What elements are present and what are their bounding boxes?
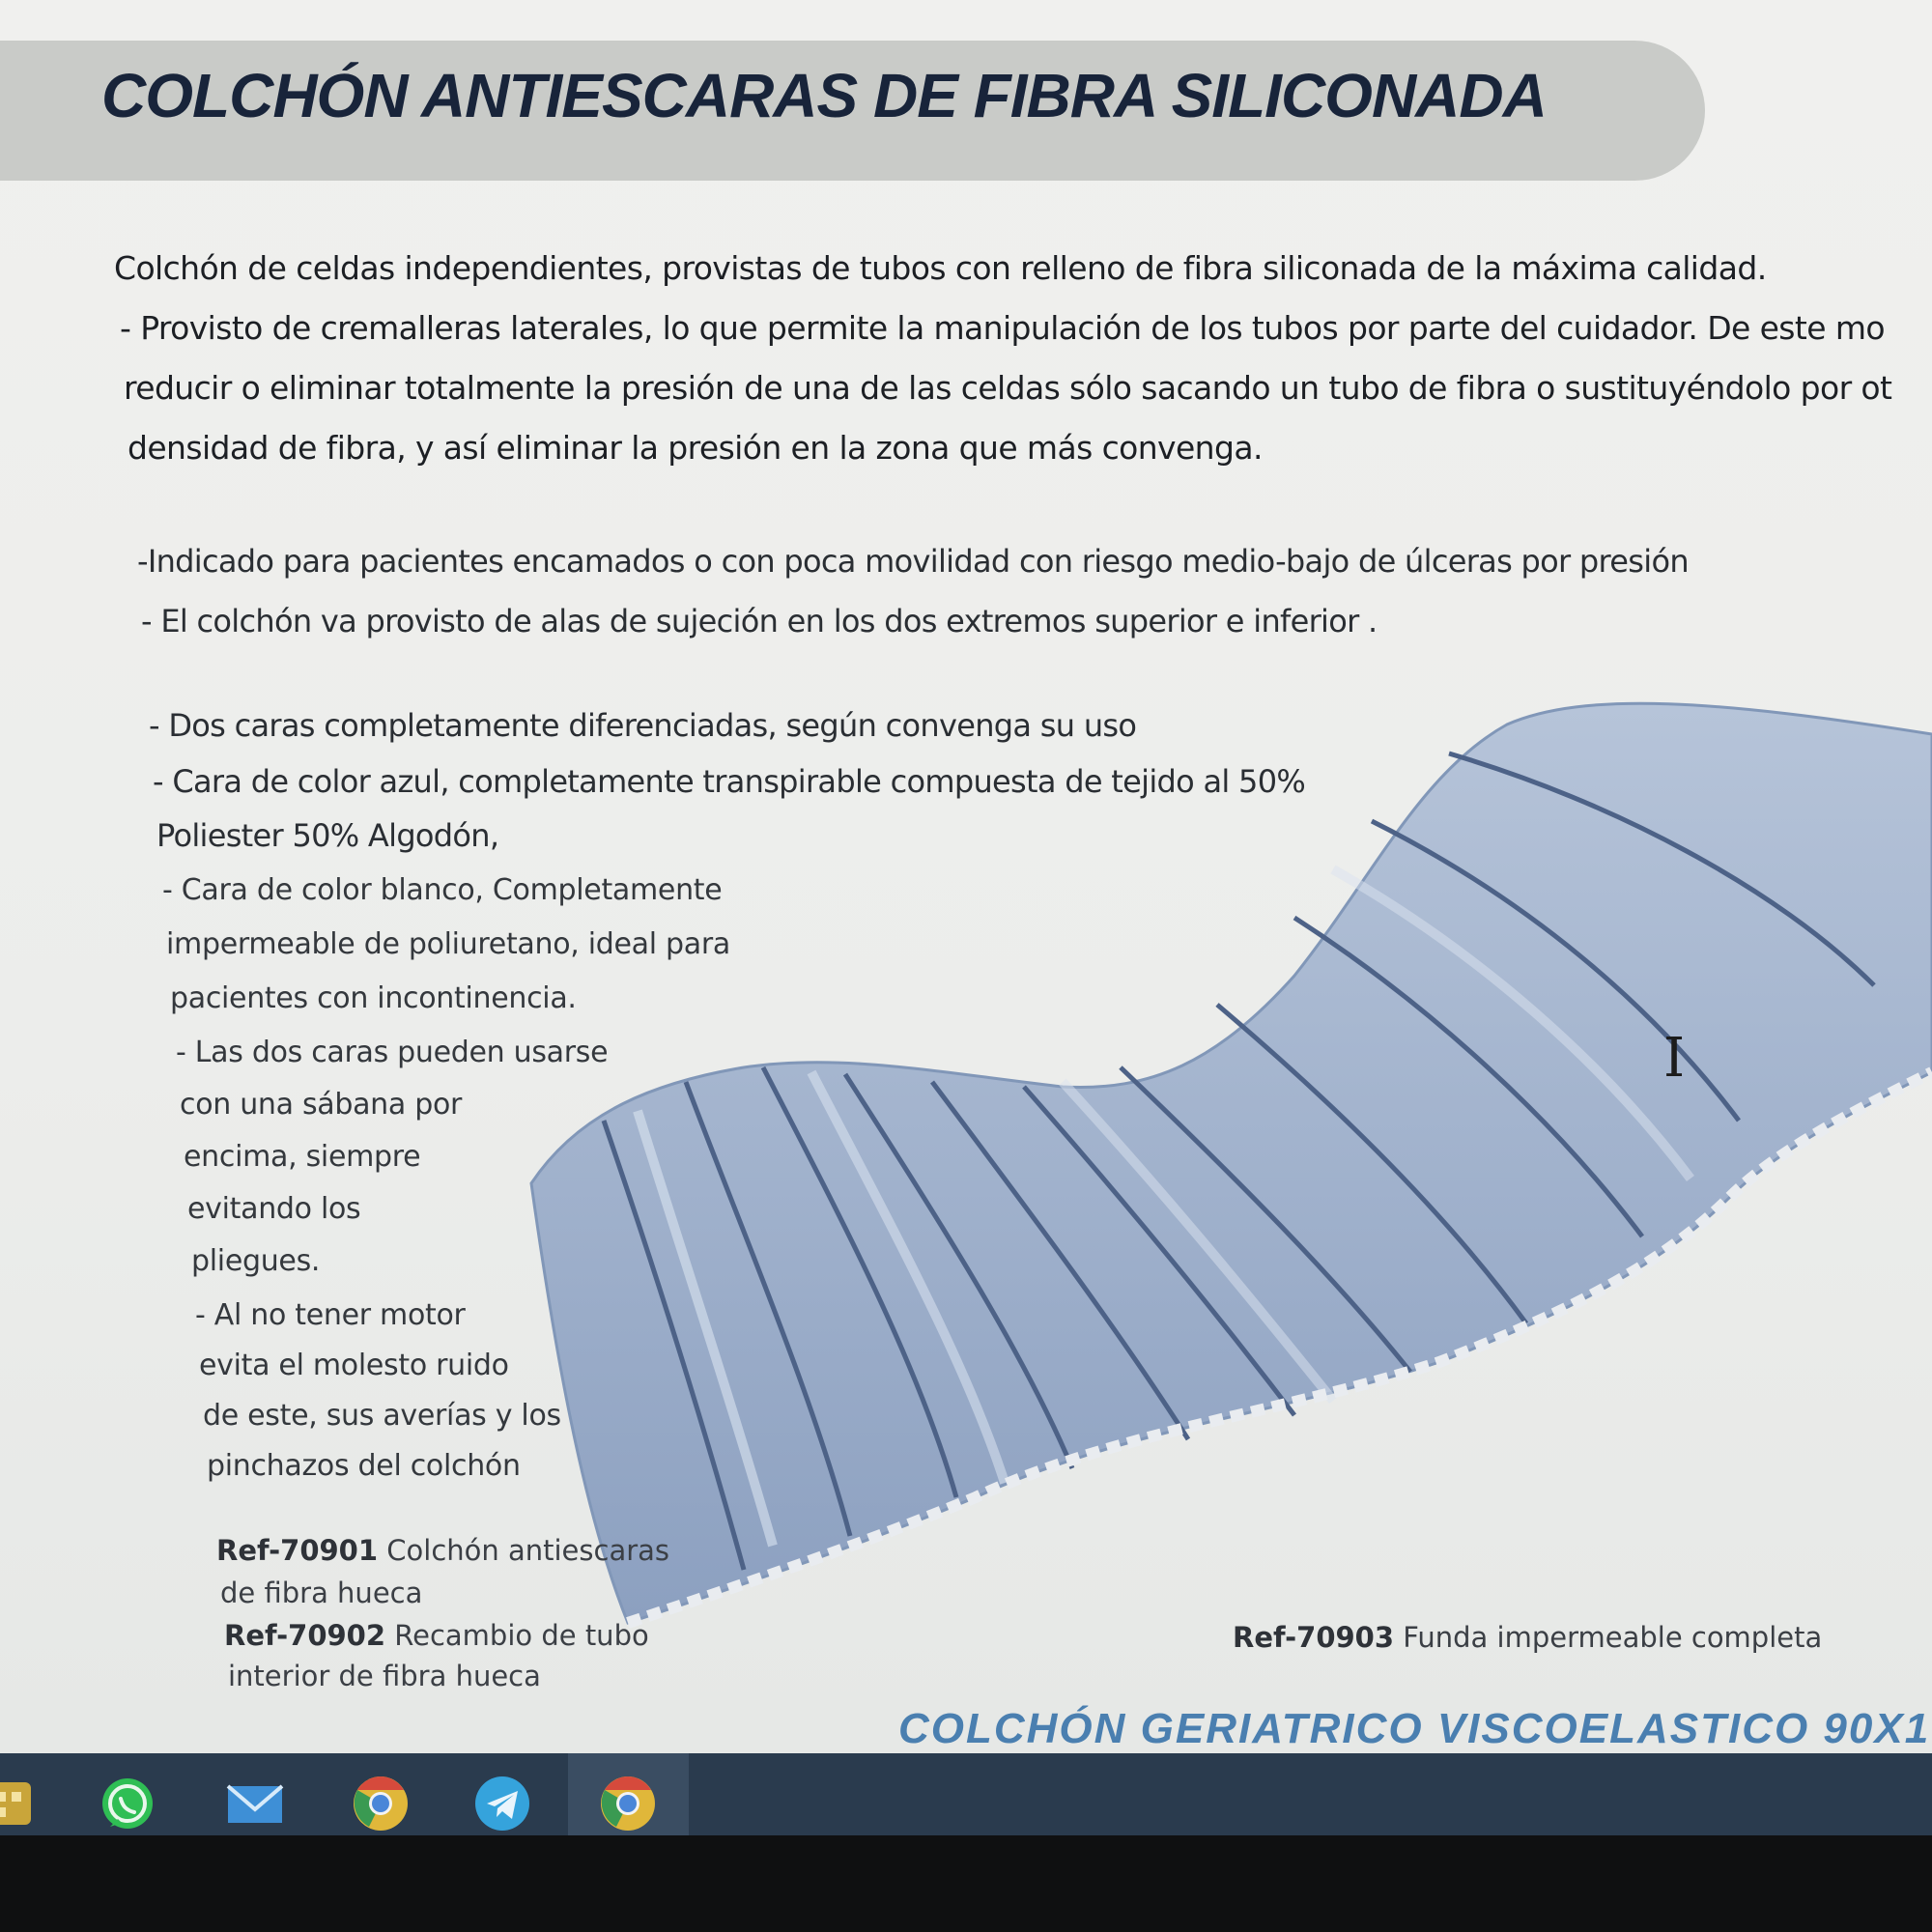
intro-line: Colchón de celdas independientes, provistas de tubos con relleno de fibra siliconada de la máxima calidad. [114,249,1767,287]
monitor-bezel [0,1835,1932,1932]
feature-line: - Las dos caras pueden usarse [176,1036,609,1069]
document-title: COLCHÓN ANTIESCARAS DE FIBRA SILICONADA [101,61,1547,130]
ref-text: Colchón antiescaras [378,1534,670,1567]
feature-line: con una sábana por [180,1088,463,1122]
taskbar [0,1753,1932,1835]
ref-line [224,1619,765,1652]
feature-line: - Dos caras completamente diferenciadas, según convenga su uso [149,707,1137,744]
feature-line: pinchazos del colchón [207,1449,521,1483]
feature-line: - Al no tener motor [195,1298,466,1332]
chrome-icon[interactable] [597,1773,659,1834]
feature-line: evitando los [187,1192,361,1226]
chrome-icon[interactable] [350,1773,412,1834]
app-icon[interactable] [0,1773,41,1834]
telegram-icon[interactable] [471,1773,533,1834]
indication-line: - El colchón va provisto de alas de sujeción en los dos extremos superior e inferior . [141,603,1378,639]
ref-line-right [1233,1621,1909,1654]
mail-icon[interactable] [224,1773,286,1834]
ref-line [228,1660,769,1692]
feature-line: - Cara de color blanco, Completamente [162,873,723,907]
intro-line: reducir o eliminar totalmente la presión de una de las celdas sólo sacando un tubo de fibra o sustituyéndolo por ot [124,369,1892,407]
ref-text: interior de fibra hueca [228,1660,541,1692]
feature-line: pliegues. [191,1244,321,1278]
ref-text: Recambio de tubo [385,1619,649,1652]
feature-line: impermeable de poliuretano, ideal para [166,927,730,961]
feature-line: - Cara de color azul, completamente transpirable compuesta de tejido al 50% [153,763,1306,800]
intro-line: densidad de fibra, y así eliminar la presión en la zona que más convenga. [128,429,1263,467]
feature-line: pacientes con incontinencia. [170,981,577,1015]
feature-line: de este, sus averías y los [203,1399,561,1433]
feature-line: evita el molesto ruido [199,1349,509,1382]
ref-text: de fibra hueca [220,1577,423,1609]
ref-line [220,1577,761,1609]
feature-line: Poliester 50% Algodón, [156,817,499,854]
feature-line: encima, siempre [184,1140,421,1174]
next-section-heading: COLCHÓN GERIATRICO VISCOELASTICO 90X1 [898,1705,1931,1752]
ref-code: Ref-70901 [216,1534,379,1567]
ref-line [216,1534,757,1567]
indication-line: -Indicado para pacientes encamados o con poca movilidad con riesgo medio-bajo de úlceras por presión [137,543,1689,580]
ref-code: Ref-70902 [224,1619,386,1652]
ref-code: Ref-70903 [1233,1621,1395,1654]
ref-text: Funda impermeable completa [1394,1621,1823,1654]
whatsapp-icon[interactable] [97,1773,158,1834]
text-cursor-icon: I [1663,1027,1686,1090]
intro-line: - Provisto de cremalleras laterales, lo que permite la manipulación de los tubos por parte del cuidador. De este mo [120,309,1885,347]
